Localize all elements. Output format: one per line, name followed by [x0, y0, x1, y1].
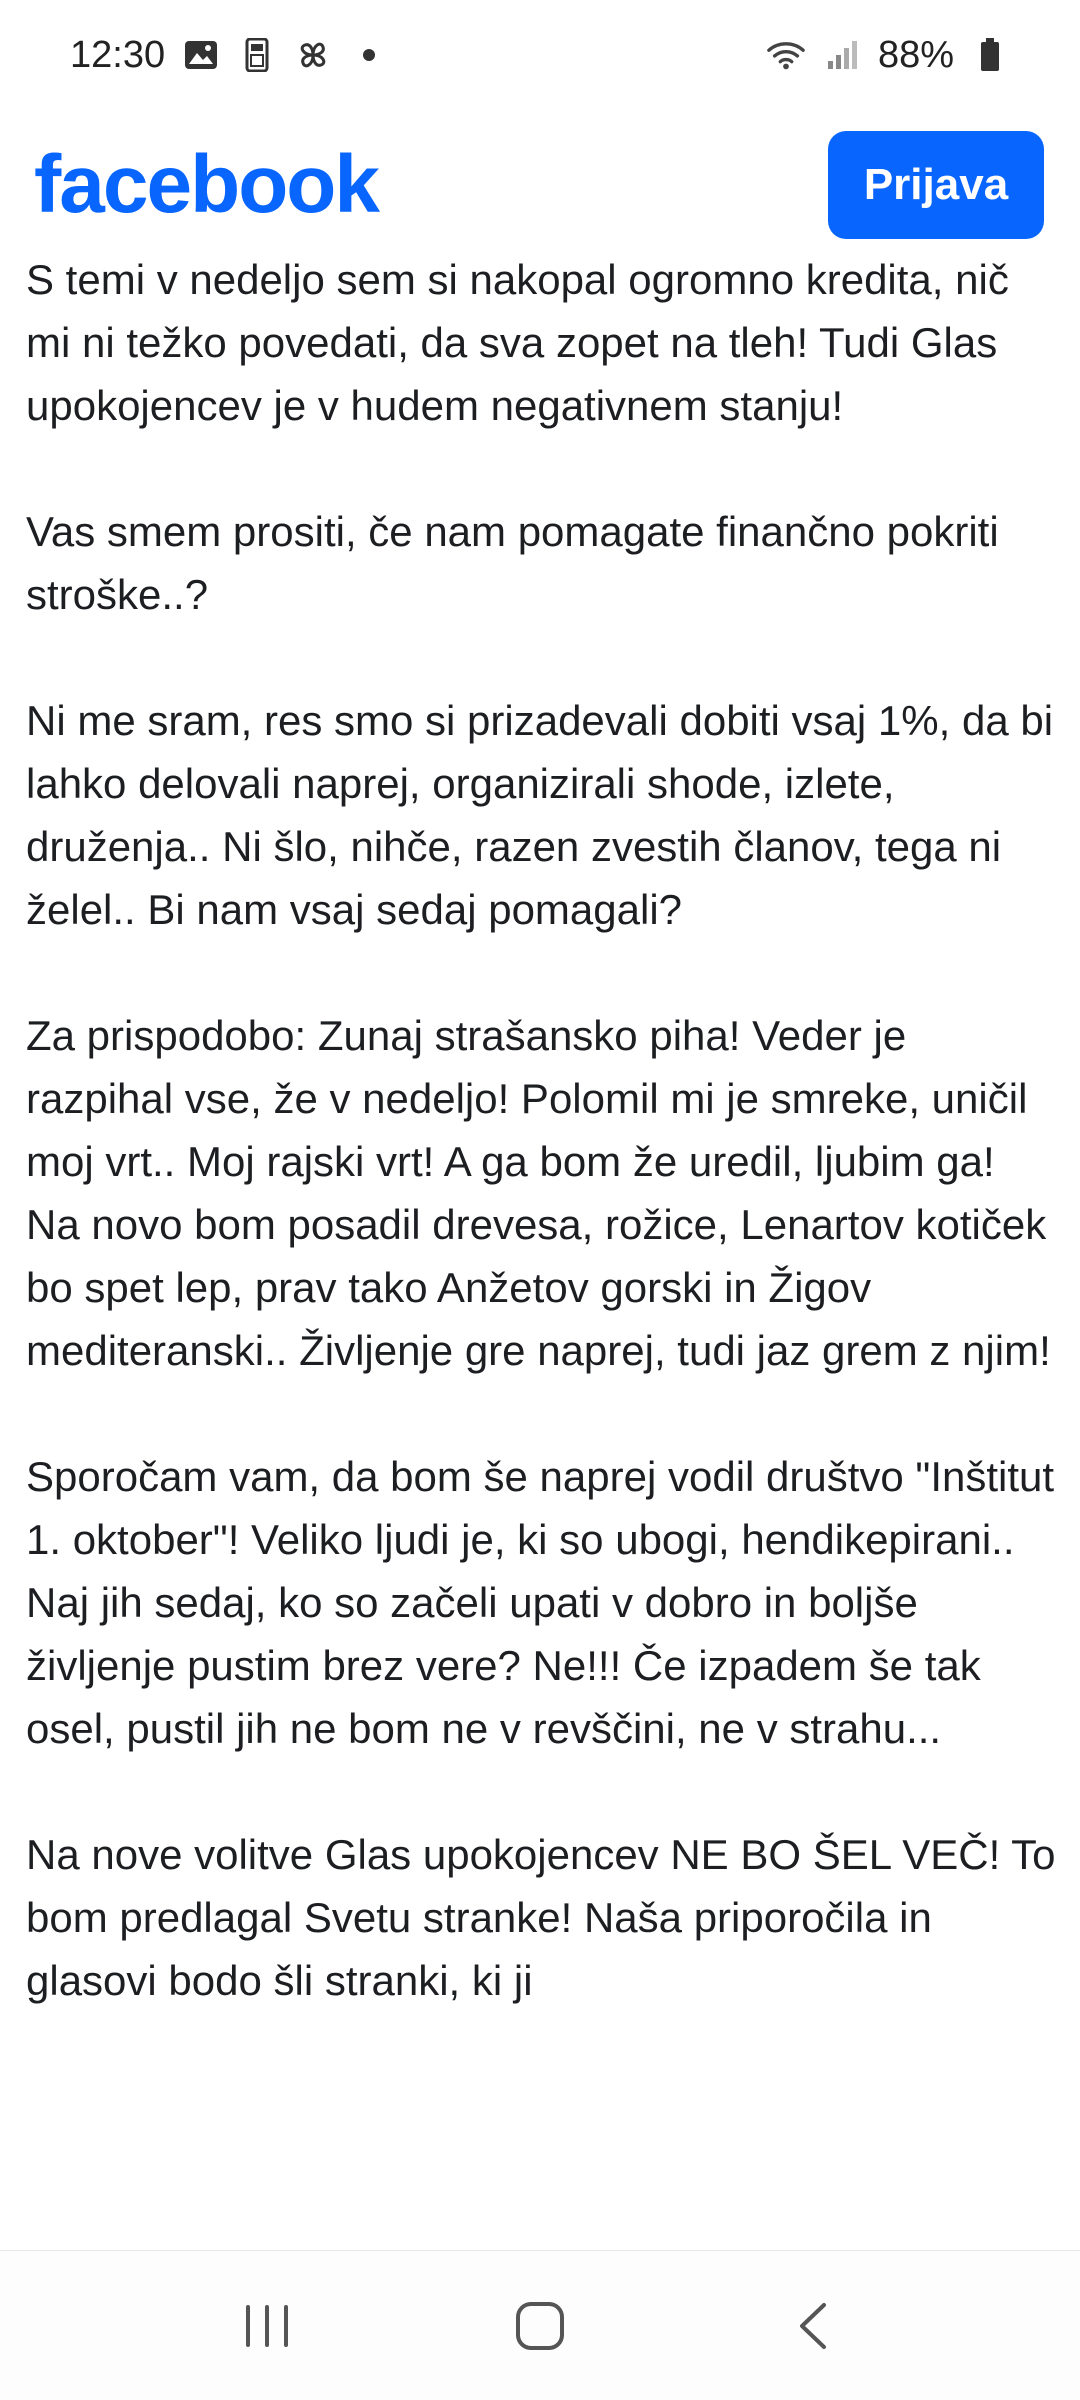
battery-icon [970, 35, 1010, 75]
status-time: 12:30 [70, 33, 166, 76]
gallery-icon [181, 35, 221, 75]
post-paragraph-6: Na nove volitve Glas upokojencev NE BO ŠEL VEČ! To bom predlagal Svetu stranke! Naša priporočila in glasovi bodo šli stranki, ki ji [26, 1831, 1056, 2004]
status-bar [0, 0, 1080, 110]
navigation-bar [0, 2250, 1080, 2400]
wifi-icon [766, 35, 806, 75]
dot-icon [349, 35, 389, 75]
back-icon[interactable] [763, 2276, 863, 2376]
pinwheel-icon [293, 35, 333, 75]
signal-icon [822, 35, 862, 75]
status-left [70, 34, 389, 77]
status-right [766, 34, 1010, 77]
login-button[interactable]: Prijava [828, 131, 1044, 239]
post-paragraph-4: Za prispodobo: Zunaj strašansko piha! Veder je razpihal vse, že v nedeljo! Polomil mi je smreke, uničil moj vrt.. Moj rajski vrt! A ga bom že uredil, ljubim ga! Na novo bom posadil drevesa, rožice, Lenartov kotiček bo spet lep, prav tako Anžetov gorski in Žigov mediteranski.. Življenje gre naprej, tudi jaz grem z njim! [26, 1012, 1051, 1374]
facebook-logo[interactable]: facebook [34, 139, 378, 230]
post-paragraph-3: Ni me sram, res smo si prizadevali dobiti vsaj 1%, da bi lahko delovali naprej, organizirali shode, izlete, druženja.. Ni šlo, nihče, razen zvestih članov, tega ni želel.. Bi nam vsaj sedaj pomagali? [26, 697, 1054, 933]
sim-storage-icon [237, 35, 277, 75]
recent-apps-icon[interactable] [217, 2276, 317, 2376]
post-content [26, 248, 1056, 2246]
post-paragraph-5: Sporočam vam, da bom še naprej vodil društvo "Inštitut 1. oktober"! Veliko ljudi je, ki so ubogi, hendikepirani.. Naj jih sedaj, ko so začeli upati v dobro in boljše življenje pustim brez vere? Ne!!! Če izpadem še tak osel, pustil jih ne bom ne v revščini, ne v strahu... [26, 1453, 1055, 1752]
battery-percent: 88% [877, 33, 954, 76]
post-paragraph-1: S temi v nedeljo sem si nakopal ogromno kredita, nič mi ni težko povedati, da sva zopet na tleh! Tudi Glas upokojencev je v hudem negativnem stanju! [26, 256, 1009, 429]
app-header [0, 110, 1080, 260]
post-paragraph-2: Vas smem prositi, če nam pomagate finančno pokriti stroške..? [26, 508, 999, 618]
home-icon[interactable] [490, 2276, 590, 2376]
